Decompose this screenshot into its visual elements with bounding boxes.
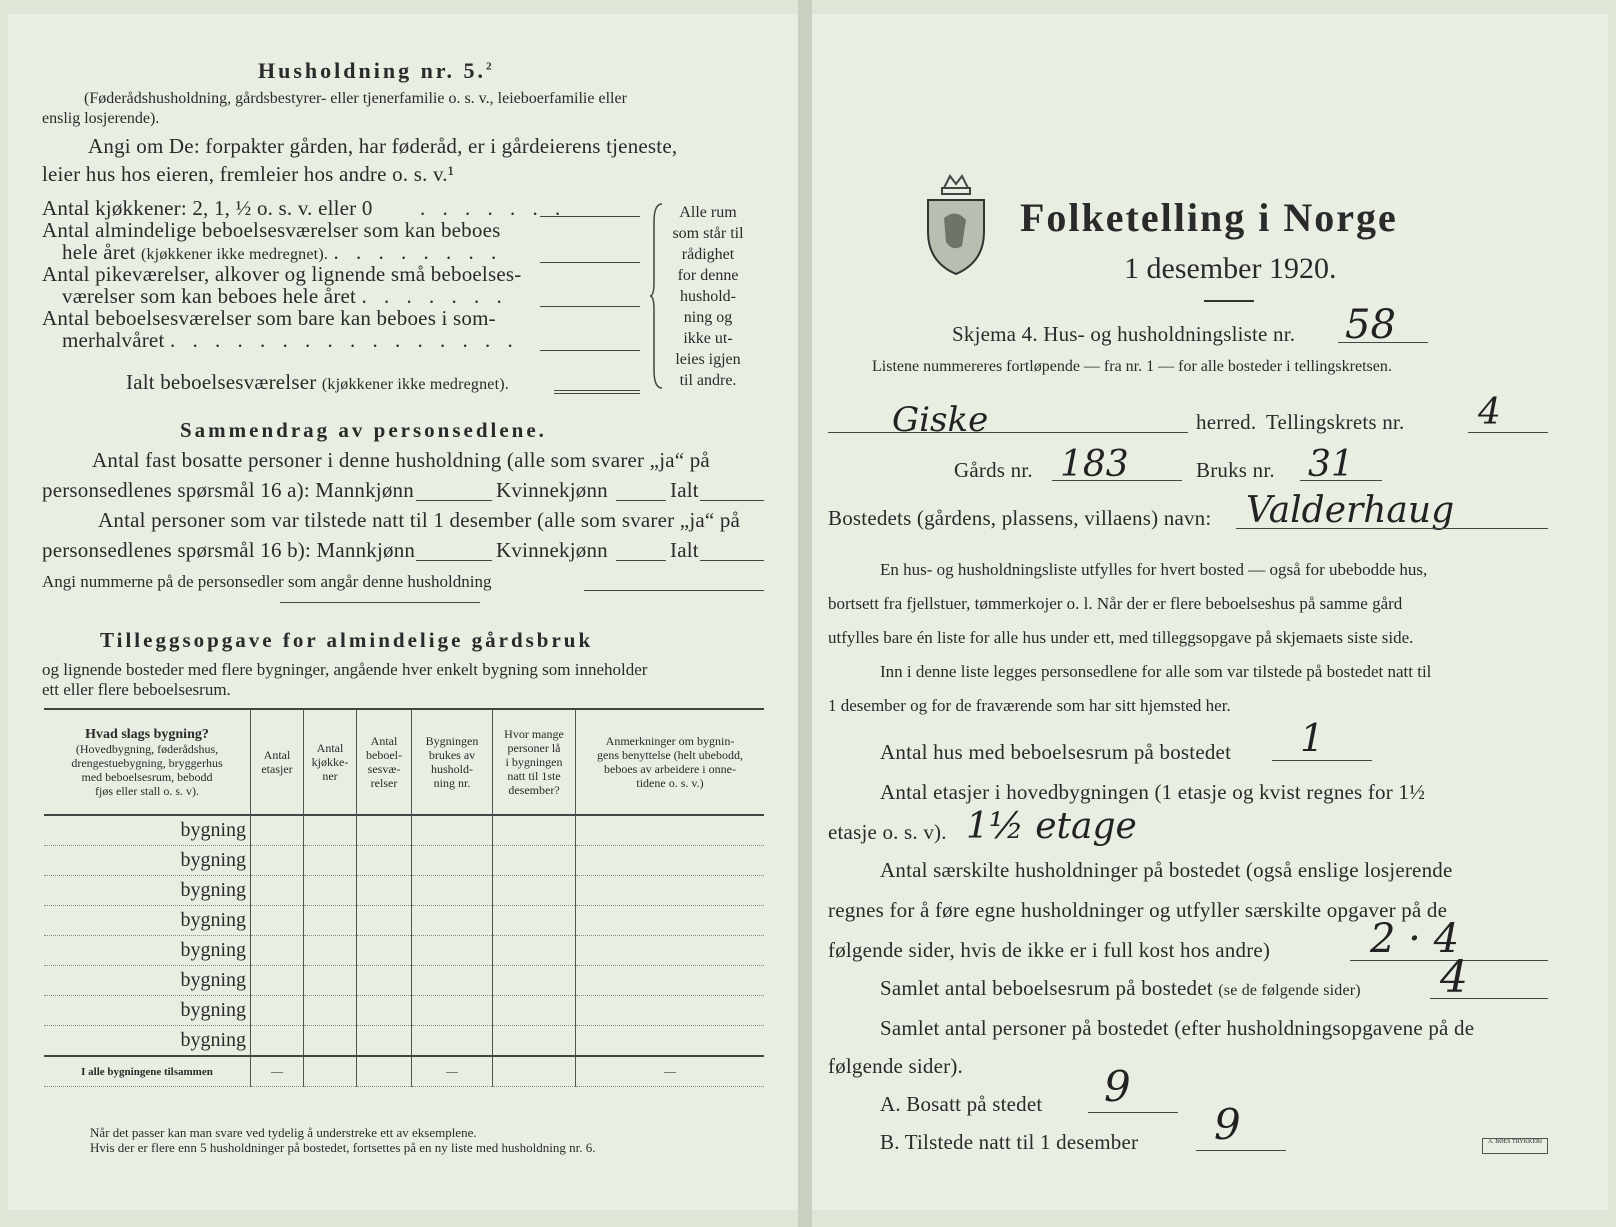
total-dash: — [251,1056,304,1087]
instruction-3: utfylles bare én liste for alle hus under ett, med tilleggsopgave på skjemaets siste side. [828,628,1414,647]
cell[interactable] [412,966,493,996]
cell[interactable] [357,936,412,966]
samlet-rum-value[interactable]: 4 [1440,952,1468,1003]
total-dash: — [412,1056,493,1087]
tilst-mann-field[interactable] [416,560,492,561]
alm-line-1: Antal almindelige beboelsesværelser som kan beboes [42,218,501,242]
cell[interactable] [304,936,357,966]
cell[interactable] [304,846,357,876]
title-divider [1204,300,1254,302]
alm-line-2: hele året (kjøkkener ikke medregnet). . . . . . . . . [62,240,503,264]
table-row [44,846,764,876]
table-row [44,906,764,936]
herred-field [828,432,1188,433]
cell[interactable] [493,1056,576,1087]
cell[interactable] [357,876,412,906]
col-header-husholdning: Bygningen brukes av hushold- ning nr. [412,709,493,815]
fast-ialt-label: Ialt [670,478,699,502]
ialt-label: Ialt beboelsesværelser (kjøkkener ikke medregnet). [126,370,509,394]
table-row [44,815,764,846]
sarskilte-line-1: Antal særskilte husholdninger på bostedet (også enslige losjerende [880,858,1453,882]
cell[interactable] [576,906,765,936]
cell[interactable] [251,936,304,966]
cell[interactable] [412,996,493,1026]
fast-kvinne-label: Kvinnekjønn [496,478,608,502]
nummerne-label: Angi nummerne på de personsedler som angår denne husholdning [42,572,492,591]
tilstede-value[interactable]: 9 [1214,1100,1241,1149]
cell[interactable] [576,815,765,846]
skjema-nr-value[interactable]: 58 [1345,302,1396,348]
cell[interactable] [412,876,493,906]
sarskilte-value[interactable]: 2 · 4 [1370,916,1460,962]
brace [650,202,664,390]
coat-of-arms-icon [922,170,990,280]
tellingskrets-field [1468,432,1548,433]
cell[interactable] [357,966,412,996]
cell[interactable] [251,876,304,906]
cell[interactable] [576,1026,765,1057]
table-row [44,936,764,966]
row-label: bygning [44,936,251,966]
skjema-label: Skjema 4. Hus- og husholdningsliste nr. [952,322,1296,346]
hus-field [1272,760,1372,761]
pike-line-1: Antal pikeværelser, alkover og lignende små beboelses- [42,262,522,286]
footnote-1: Når det passer kan man svare ved tydelig å understreke ett av eksemplene. [90,1125,477,1140]
sommer-line-1: Antal beboelsesværelser som bare kan beboes i som- [42,306,496,330]
cell[interactable] [357,846,412,876]
cell[interactable] [493,996,576,1026]
row-label: bygning [44,815,251,846]
instruction-4: Inn i denne liste legges personsedlene for alle som var tilstede på bostedet natt til [880,662,1432,681]
samlet-rum-field [1430,998,1548,999]
pike-field[interactable] [540,306,640,307]
col-header-personer: Hvor mange personer lå i bygningen natt til 1ste desember? [493,709,576,815]
cell[interactable] [493,846,576,876]
bruks-label: Bruks nr. [1196,458,1275,482]
listene-note: Listene nummereres fortløpende — fra nr. 1 — for alle bosteder i tellingskretsen. [872,358,1392,375]
herred-value[interactable]: Giske [892,400,989,440]
pike-line-2: værelser som kan beboes hele året . . . . . . . [62,284,508,308]
instruction-1: En hus- og husholdningsliste utfylles for hvert bosted — også for ubebodde hus, [880,560,1428,579]
angi-line-2: leier hus hos eieren, fremleier hos andre o. s. v.¹ [42,162,455,186]
sammendrag-title: Sammendrag av personsedlene. [180,418,547,442]
cell[interactable] [357,996,412,1026]
divider [280,602,480,603]
col-header-kjokkener: Antal kjøkke- ner [304,709,357,815]
bruks-field [1300,480,1382,481]
etasjer-line-2: etasje o. s. v). [828,820,947,844]
samlet-rum-label: Samlet antal beboelsesrum på bostedet (se de følgende sider) [880,976,1361,1000]
samlet-pers-line-2: følgende sider). [828,1054,963,1078]
cell[interactable] [304,1056,357,1087]
footnote-2: Hvis der er flere enn 5 husholdninger på bostedet, fortsettes på en ny liste med husholdning nr. 6. [90,1140,596,1155]
bosatt-field [1088,1112,1178,1113]
cell[interactable] [576,846,765,876]
bosted-field [1236,528,1548,529]
col-header-anmerkninger: Anmerkninger om bygnin- gens benyttelse (helt ubebodd, beboes av arbeidere i onne- tidene o. s. v.) [576,709,765,815]
fast-ialt-field[interactable] [700,500,764,501]
angi-line-1: Angi om De: forpakter gården, har føderåd, er i gårdeierens tjeneste, [88,134,678,158]
row-label: bygning [44,906,251,936]
table-row [44,876,764,906]
cell[interactable] [576,996,765,1026]
tilst-kvinne-label: Kvinnekjønn [496,538,608,562]
gards-label: Gårds nr. [954,458,1033,482]
cell[interactable] [304,906,357,936]
alm-field[interactable] [540,262,640,263]
table-row [44,1026,764,1057]
col-header-type: Hvad slags bygning? (Hovedbygning, føderådshus, drengestuebygning, bryggerhus med beboelsesrum, bebodd fjøs eller stall o. s. v). [44,709,251,815]
gards-field [1052,480,1182,481]
cell[interactable] [412,906,493,936]
nummerne-field[interactable] [584,590,764,591]
tilstede-label: B. Tilstede natt til 1 desember [880,1130,1139,1154]
cell[interactable] [493,966,576,996]
cell[interactable] [412,846,493,876]
tilst-kvinne-field[interactable] [616,560,666,561]
cell[interactable] [251,1026,304,1057]
cell[interactable] [493,876,576,906]
sommer-line-2: merhalvåret . . . . . . . . . . . . . . . . [62,328,519,352]
tilstede-field [1196,1150,1286,1151]
bosatt-label: A. Bosatt på stedet [880,1092,1043,1116]
bruks-value[interactable]: 31 [1308,444,1354,485]
tilst-ialt-field[interactable] [700,560,764,561]
household-title: Husholdning nr. 5.$^2$ [258,58,495,83]
sarskilte-line-3: følgende sider, hvis de ikke er i full kost hos andre) [828,938,1271,962]
cell[interactable] [412,936,493,966]
hus-label: Antal hus med beboelsesrum på bostedet [880,740,1232,764]
cell[interactable] [357,906,412,936]
kjokkener-label: Antal kjøkkener: 2, 1, ½ o. s. v. eller 0 [42,196,373,220]
tilst-line-2: personsedlenes spørsmål 16 b): Mannkjønn [42,538,416,562]
cell[interactable] [304,876,357,906]
tilst-line-1: Antal personer som var tilstede natt til 1 desember (alle som svarer „ja“ på [98,508,741,532]
cell[interactable] [357,1026,412,1057]
cell[interactable] [251,966,304,996]
fast-kvinne-field[interactable] [616,500,666,501]
fast-line-2: personsedlenes spørsmål 16 a): Mannkjønn [42,478,414,502]
total-row [44,1056,764,1087]
row-label: bygning [44,846,251,876]
tillegg-line-2: ett eller flere beboelsesrum. [42,680,231,699]
etasjer-line-1: Antal etasjer i hovedbygningen (1 etasje og kvist regnes for 1½ [880,780,1426,804]
cell[interactable] [357,815,412,846]
tillegg-line-1: og lignende bosteder med flere bygninger, angående hver enkelt bygning som inneholder [42,660,648,679]
row-label: bygning [44,966,251,996]
cell[interactable] [493,906,576,936]
gards-value[interactable]: 183 [1060,444,1129,485]
fast-mann-field[interactable] [416,500,492,501]
sommer-field[interactable] [540,350,640,351]
cell[interactable] [412,1026,493,1057]
cell[interactable] [412,815,493,846]
samlet-pers-line-1: Samlet antal personer på bostedet (efter husholdningsopgavene på de [880,1016,1475,1040]
skjema-nr-field [1338,342,1428,343]
cell[interactable] [493,1026,576,1057]
cell[interactable] [357,1056,412,1087]
census-date: 1 desember 1920. [1124,252,1337,285]
cell[interactable] [304,966,357,996]
cell[interactable] [251,846,304,876]
cell[interactable] [251,906,304,936]
table-header-row [44,709,764,815]
bosted-value[interactable]: Valderhaug [1246,490,1455,531]
hus-value[interactable]: 1 [1300,716,1325,760]
etasjer-value[interactable]: 1½ etage [966,806,1137,847]
tellingskrets-label: Tellingskrets nr. [1266,410,1405,434]
total-dash: — [576,1056,765,1087]
cell[interactable] [493,815,576,846]
table-row [44,966,764,996]
row-label: bygning [44,996,251,1026]
tillegg-title: Tilleggsopgave for almindelige gårdsbruk [100,628,594,652]
page-gutter [798,0,812,1227]
cell[interactable] [304,815,357,846]
ialt-field[interactable] [554,390,640,391]
total-label: I alle bygningene tilsammen [44,1056,251,1087]
cell[interactable] [576,876,765,906]
sarskilte-line-2: regnes for å føre egne husholdninger og utfyller særskilte opgaver på de [828,898,1448,922]
cell[interactable] [251,996,304,1026]
bosatt-value[interactable]: 9 [1104,1062,1131,1111]
row-label: bygning [44,1026,251,1057]
herred-label: herred. [1196,410,1257,434]
building-table [44,708,764,1087]
census-title: Folketelling i Norge [1020,195,1398,240]
instruction-2: bortsett fra fjellstuer, tømmerkojer o. l. Når der er flere beboelseshus på samme gård [828,594,1403,613]
cell[interactable] [304,1026,357,1057]
dots: . . . . . . . [420,196,567,220]
cell[interactable] [576,936,765,966]
table-row [44,996,764,1026]
cell[interactable] [576,966,765,996]
tilst-ialt-label: Ialt [670,538,699,562]
cell[interactable] [304,996,357,1026]
tellingskrets-value[interactable]: 4 [1478,392,1501,433]
kjokkener-field[interactable] [540,216,640,217]
side-note: Alle rum som står til rådighet for denne hushold- ning og ikke ut- leies igjen til andre. [672,204,744,389]
household-subtitle: (Føderådshusholdning, gårdsbestyrer- eller tjenerfamilie o. s. v., leieboerfamilie eller [84,90,627,107]
printer-stamp: A. BØES TRYKKERI [1482,1138,1548,1154]
household-subtitle-2: enslig losjerende). [42,110,160,127]
instruction-5: 1 desember og for de fraværende som har sitt hjemsted her. [828,696,1231,715]
row-label: bygning [44,876,251,906]
cell[interactable] [493,936,576,966]
col-header-beboelses: Antal beboel- sesvæ- relser [357,709,412,815]
cell[interactable] [251,815,304,846]
col-header-etasjer: Antal etasjer [251,709,304,815]
bosted-label: Bostedets (gårdens, plassens, villaens) navn: [828,506,1212,530]
fast-line-1: Antal fast bosatte personer i denne husholdning (alle som svarer „ja“ på [92,448,710,472]
ialt-double-line [554,393,640,394]
